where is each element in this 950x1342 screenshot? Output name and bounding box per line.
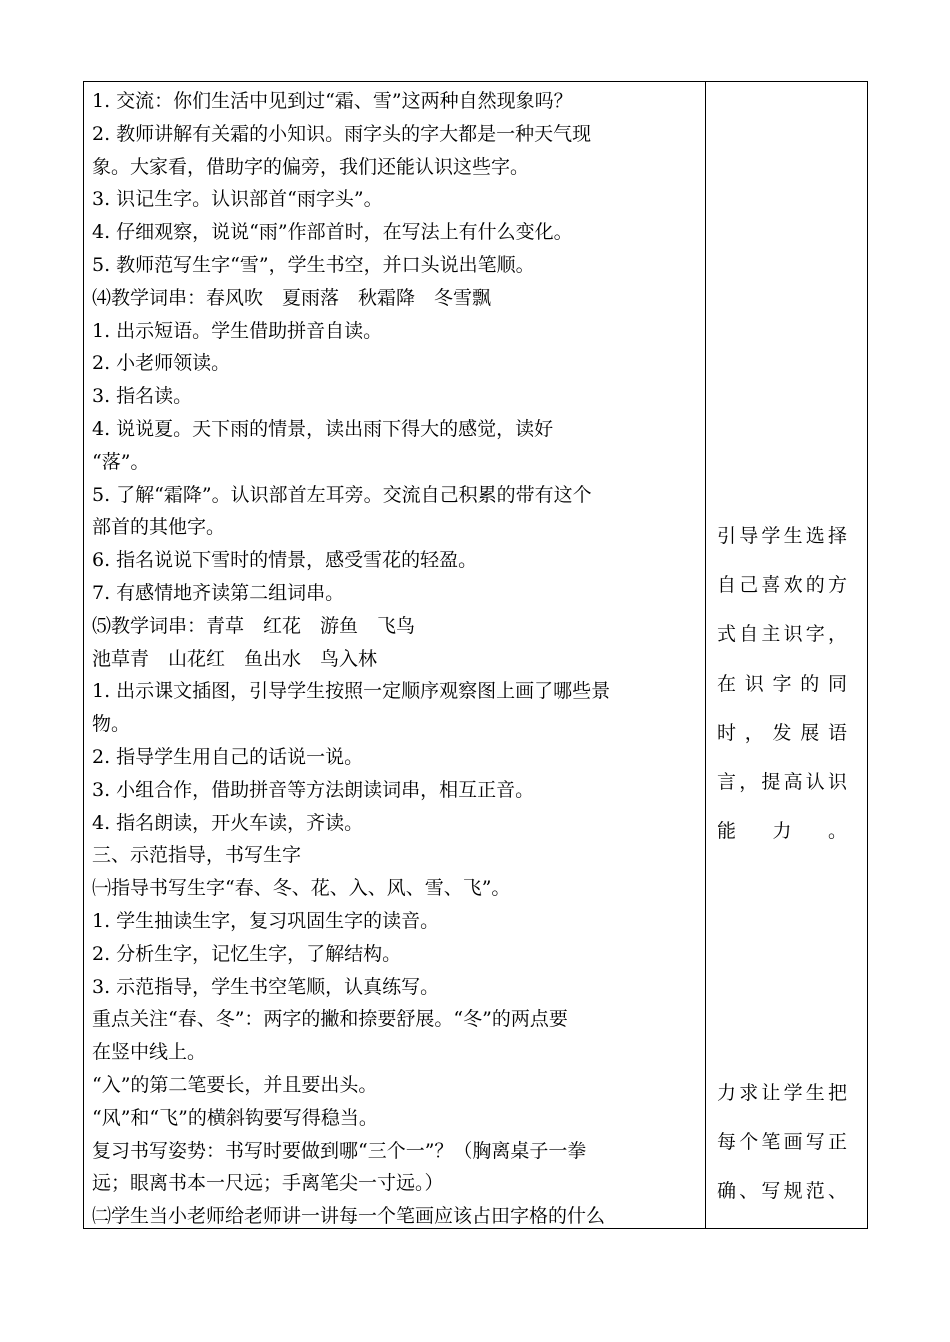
- note-line: 时，发展语: [717, 721, 847, 744]
- column-divider: [705, 82, 706, 1228]
- note-line: 能力。: [717, 820, 847, 843]
- text-line: 5. 了解“霜降”。认识部首左耳旁。交流自己积累的带有这个: [92, 483, 592, 506]
- design-note-writing: [717, 1069, 847, 1217]
- note-line: 每个笔画写正: [717, 1131, 847, 1154]
- text-line: ⑷教学词串：春风吹 夏雨落 秋霜降 冬雪飘: [92, 286, 492, 309]
- text-line: 7. 有感情地齐读第二组词串。: [92, 581, 345, 604]
- lesson-plan-table: [83, 81, 868, 1229]
- text-line: 1. 学生抽读生字，复习巩固生字的读音。: [92, 909, 440, 932]
- text-line: 2. 小老师领读。: [92, 352, 231, 375]
- text-line: 远；眼离书本一尺远；手离笔尖一寸远。）: [92, 1172, 444, 1195]
- note-line: 确、写规范、: [717, 1180, 847, 1203]
- text-line: 4. 指名朗读，开火车读，齐读。: [92, 811, 364, 834]
- text-line: 2. 指导学生用自己的话说一说。: [92, 745, 364, 768]
- text-line: 物。: [92, 713, 131, 736]
- text-line: 1. 出示短语。学生借助拼音自读。: [92, 319, 383, 342]
- text-line: 5. 教师范写生字“雪”，学生书空，并口头说出笔顺。: [92, 253, 535, 276]
- text-line: 1. 出示课文插图，引导学生按照一定顺序观察图上画了哪些景: [92, 680, 611, 703]
- text-line: ㈠指导书写生字“春、冬、花、入、风、雪、飞”。: [92, 877, 511, 900]
- text-line: “入”的第二笔要长，并且要出头。: [92, 1073, 378, 1096]
- text-line: 象。大家看，借助字的偏旁，我们还能认识这些字。: [92, 155, 530, 178]
- text-line: 3. 示范指导，学生书空笔顺，认真练写。: [92, 975, 440, 998]
- text-line: 6. 指名说说下雪时的情景，感受雪花的轻盈。: [92, 549, 478, 572]
- text-line: ㈡学生当小老师给老师讲一讲每一个笔画应该占田字格的什么: [92, 1205, 606, 1228]
- text-line: 重点关注“春、冬”：两字的撇和捺要舒展。“冬”的两点要: [92, 1008, 568, 1031]
- text-line: 4. 仔细观察，说说“雨”作部首时，在写法上有什么变化。: [92, 221, 573, 244]
- text-line: 1. 交流：你们生活中见到过“霜、雪”这两种自然现象吗？: [92, 90, 573, 112]
- note-line: 式自主识字，: [717, 623, 847, 646]
- design-note-literacy: [717, 512, 847, 856]
- text-line: ⑸教学词串：青草 红花 游鱼 飞鸟: [92, 614, 416, 637]
- text-line: 部首的其他字。: [92, 516, 226, 539]
- text-line: “落”。: [92, 450, 150, 473]
- text-line: 3. 识记生字。认识部首“雨字头”。: [92, 188, 383, 211]
- note-line: 引导学生选择: [717, 525, 847, 547]
- text-line: 池草青 山花红 鱼出水 鸟入林: [92, 647, 378, 670]
- text-line: 在竖中线上。: [92, 1041, 207, 1064]
- text-line: 2. 教师讲解有关霜的小知识。雨字头的字大都是一种天气现: [92, 122, 592, 145]
- text-line: 三、示范指导，书写生字: [92, 844, 302, 867]
- text-line: 3. 指名读。: [92, 385, 193, 408]
- note-line: 在识字的同: [717, 672, 847, 695]
- text-line: 复习书写姿势：书写时要做到哪“三个一”？（胸离桌子一拳: [92, 1139, 587, 1162]
- text-line: “风”和“飞”的横斜钩要写得稳当。: [92, 1106, 378, 1129]
- note-line: 言，提高认识: [717, 770, 847, 793]
- note-line: 自己喜欢的方: [717, 574, 847, 597]
- text-line: 3. 小组合作，借助拼音等方法朗读词串，相互正音。: [92, 778, 535, 801]
- text-line: 2. 分析生字，记忆生字，了解结构。: [92, 942, 402, 965]
- text-line: 4. 说说夏。天下雨的情景，读出雨下得大的感觉，读好: [92, 417, 554, 440]
- note-line: 力求让学生把: [717, 1082, 847, 1104]
- teaching-process-column: [92, 85, 697, 1233]
